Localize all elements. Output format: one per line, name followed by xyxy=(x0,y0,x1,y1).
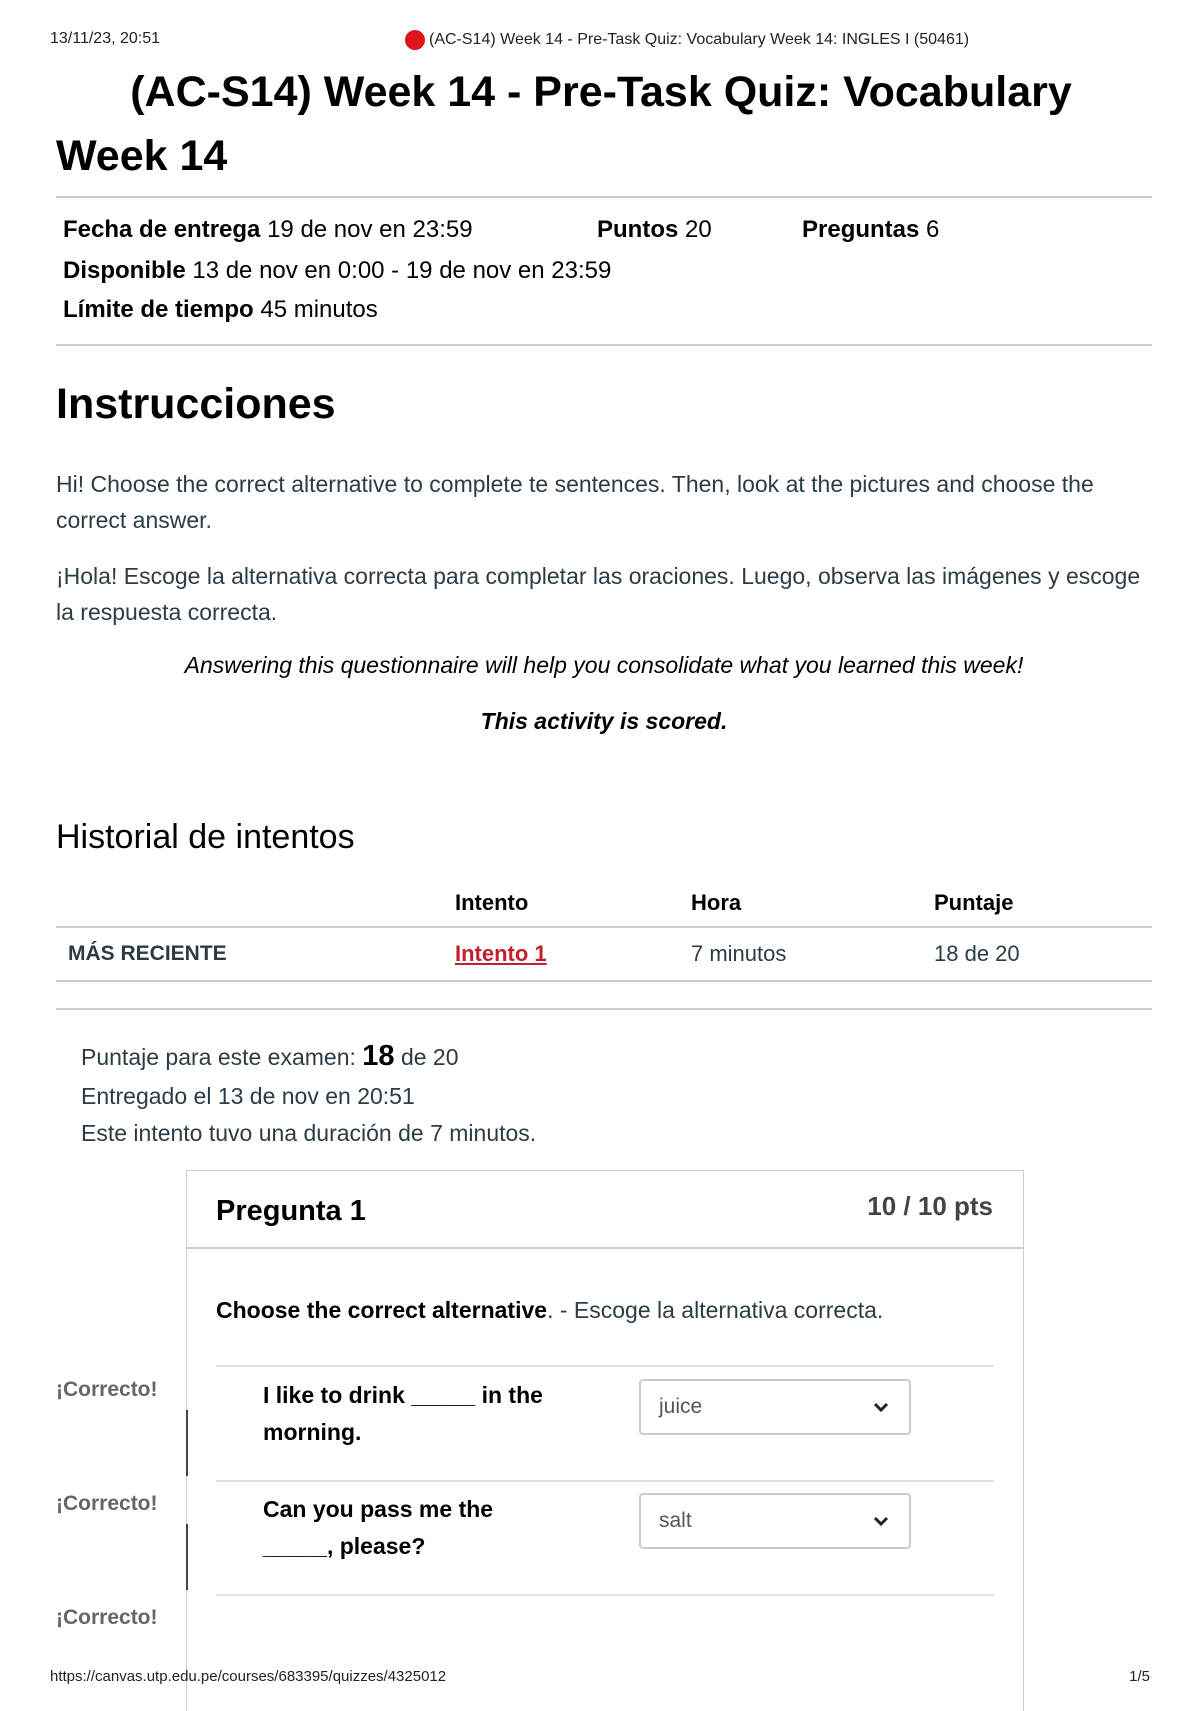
correct-flag-2: ¡Correcto! xyxy=(56,1492,158,1515)
due-label: Fecha de entrega xyxy=(63,216,261,243)
time-limit-label: Límite de tiempo xyxy=(63,296,254,323)
answer-prompt-2 xyxy=(263,1491,593,1565)
divider xyxy=(56,196,1152,198)
print-date: 13/11/23, 20:51 xyxy=(50,30,161,47)
answer-marker xyxy=(186,1410,188,1476)
question-header xyxy=(187,1171,1023,1249)
answer-select-2[interactable] xyxy=(639,1493,911,1549)
points xyxy=(597,211,712,249)
submitted-text: Entregado el 13 de nov en 20:51 xyxy=(81,1083,415,1109)
history-col-attempt: Intento xyxy=(454,880,690,927)
question-intro-bold: Choose the correct alternative xyxy=(216,1297,548,1323)
footer-url: https://canvas.utp.edu.pe/courses/683395/quizzes/4325012 xyxy=(50,1668,447,1685)
instructions-note: Answering this questionnaire will help you consolidate what you learned this week! xyxy=(184,652,1024,678)
correct-flag-1: ¡Correcto! xyxy=(56,1378,158,1401)
answer-select-2-value: salt xyxy=(659,1509,692,1532)
attempt-time: 7 minutos xyxy=(690,927,933,981)
answer-divider xyxy=(216,1365,994,1367)
questions xyxy=(802,211,939,249)
history-col-score: Puntaje xyxy=(933,880,1152,927)
score-suffix: de 20 xyxy=(400,1044,459,1070)
question-intro-rest: . - Escoge la alternativa correcta. xyxy=(547,1297,884,1323)
answer-prompt-1 xyxy=(263,1377,593,1451)
history-table xyxy=(56,880,1152,982)
print-tab-title xyxy=(405,30,969,50)
answer-divider xyxy=(216,1594,994,1596)
answer-marker xyxy=(186,1524,188,1590)
table-row xyxy=(56,927,1152,981)
chevron-down-icon xyxy=(871,1397,891,1417)
duration-text: Este intento tuvo una duración de 7 minutos. xyxy=(81,1120,537,1146)
correct-flag-3: ¡Correcto! xyxy=(56,1606,158,1629)
recording-dot-icon xyxy=(405,30,425,50)
time-limit xyxy=(63,291,378,329)
answer-select-1[interactable] xyxy=(639,1379,911,1435)
attempt-link[interactable]: Intento 1 xyxy=(455,941,547,966)
print-tab-title-text: (AC-S14) Week 14 - Pre-Task Quiz: Vocabulary Week 14: INGLES I (50461) xyxy=(429,31,970,48)
points-value: 20 xyxy=(685,216,712,243)
answer-select-1-value: juice xyxy=(659,1395,703,1418)
answer-prompt-1-line1: I like to drink _____ in the xyxy=(263,1382,543,1408)
attempt-score: 18 de 20 xyxy=(933,927,1152,981)
available-label: Disponible xyxy=(63,257,186,284)
history-col-time: Hora xyxy=(690,880,933,927)
score-value: 18 xyxy=(362,1040,395,1072)
answer-divider xyxy=(216,1480,994,1482)
score-summary xyxy=(81,1038,459,1076)
instructions-spanish: ¡Hola! Escoge la alternativa correcta para completar las oraciones. Luego, observa las imágenes y escoge la respuesta correcta. xyxy=(56,563,1141,625)
question-intro xyxy=(216,1297,883,1324)
instructions-english: Hi! Choose the correct alternative to complete te sentences. Then, look at the pictures and choose the correct answer. xyxy=(56,471,1094,533)
divider xyxy=(56,344,1152,346)
page-title xyxy=(56,60,1146,188)
due-date xyxy=(63,211,473,249)
history-header-row xyxy=(56,880,1152,927)
available-value: 13 de nov en 0:00 - 19 de nov en 23:59 xyxy=(192,257,612,284)
points-label: Puntos xyxy=(597,216,679,243)
due-value: 19 de nov en 23:59 xyxy=(267,216,473,243)
question-card xyxy=(186,1170,1024,1711)
question-points: 10 / 10 pts xyxy=(867,1191,993,1221)
availability xyxy=(63,252,611,290)
answer-prompt-1-line2: morning. xyxy=(263,1419,362,1445)
scored-note: This activity is scored. xyxy=(480,708,728,734)
answer-prompt-2-line2: _____, please? xyxy=(263,1533,426,1559)
chevron-down-icon xyxy=(871,1511,891,1531)
score-prefix: Puntaje para este examen: xyxy=(81,1044,356,1070)
history-col-label xyxy=(56,880,454,927)
footer-page-number: 1/5 xyxy=(1129,1668,1150,1685)
history-heading: Historial de intentos xyxy=(56,818,355,856)
page-title-line1: (AC-S14) Week 14 - Pre-Task Quiz: Vocabulary xyxy=(130,68,1072,116)
most-recent-label: MÁS RECIENTE xyxy=(56,927,454,981)
questions-value: 6 xyxy=(926,216,940,243)
answer-prompt-2-line1: Can you pass me the xyxy=(263,1496,494,1522)
time-limit-value: 45 minutos xyxy=(260,296,378,323)
question-title: Pregunta 1 xyxy=(216,1195,366,1227)
page-title-line2: Week 14 xyxy=(56,132,228,180)
print-header xyxy=(50,26,1150,56)
divider xyxy=(56,1008,1152,1010)
instructions-heading: Instrucciones xyxy=(56,380,336,428)
questions-label: Preguntas xyxy=(802,216,920,243)
